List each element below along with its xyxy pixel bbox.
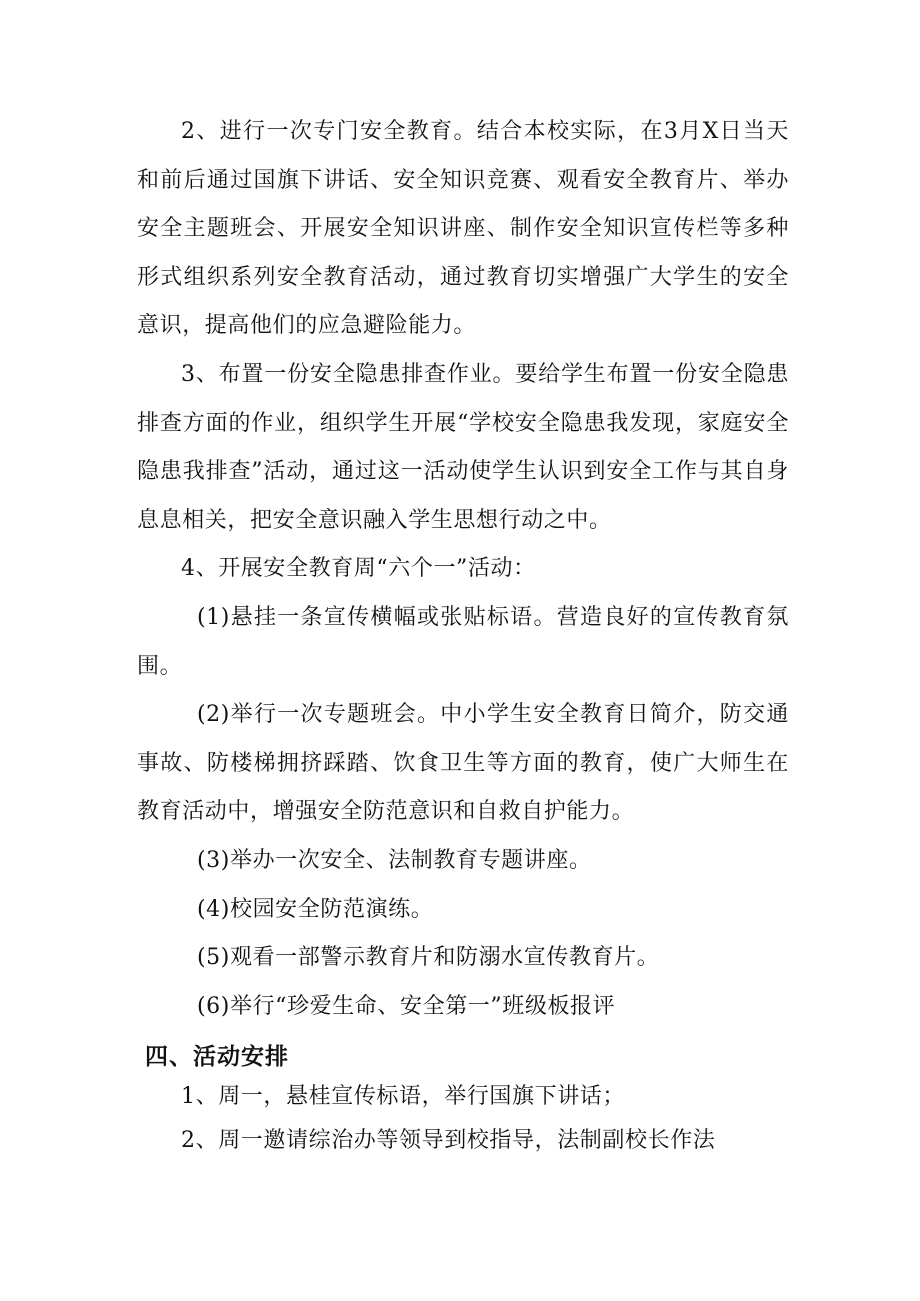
list-item-film: (5)观看一部警示教育片和防溺水宣传教育片。 <box>197 945 660 971</box>
list-item-lecture: (3)举办一次安全、法制教育专题讲座。 <box>197 847 592 873</box>
list-item-drill: (4)校园安全防范演练。 <box>197 896 434 922</box>
list-item-class-meeting: (2)举行一次专题班会。中小学生安全教育日简介，防交通事故、防楼梯拥挤踩踏、饮食卫生等方面的教育，使广大师生在教育活动中，增强安全防范意识和自救自护能力。 <box>137 702 789 825</box>
list-item-banner: (1)悬挂一条宣传横幅或张贴标语。营造良好的宣传教育氛围。 <box>137 604 789 679</box>
paragraph-safety-education: 2、进行一次专门安全教育。结合本校实际，在3月X日当天和前后通过国旗下讲话、安全知识竞赛、观看安全教育片、举办安全主题班会、开展安全知识讲座、制作安全知识宣传栏等多种形式组织系列安全教育活动，通过教育切实增强广大学生的安全意识，提高他们的应急避险能力。 <box>137 119 789 339</box>
paragraph-six-activities: 4、开展安全教育周“六个一”活动： <box>181 556 536 582</box>
schedule-item-monday-visit: 2、周一邀请综治办等领导到校指导，法制副校长作法 <box>181 1128 716 1154</box>
section-heading-activity-schedule: 四、活动安排 <box>145 1044 289 1071</box>
document-body <box>137 108 789 1165</box>
paragraph-hazard-homework: 3、布置一份安全隐患排查作业。要给学生布置一份安全隐患排查方面的作业，组织学生开展“学校安全隐患我发现，家庭安全隐患我排查”活动，通过这一活动使学生认识到安全工作与其自身息息相关，把安全意识融入学生思想行动之中。 <box>137 361 789 533</box>
list-item-blackboard: (6)举行“珍爱生命、安全第一”班级板报评 <box>197 993 616 1019</box>
schedule-item-monday: 1、周一，悬桂宣传标语，举行国旗下讲话； <box>181 1084 625 1110</box>
